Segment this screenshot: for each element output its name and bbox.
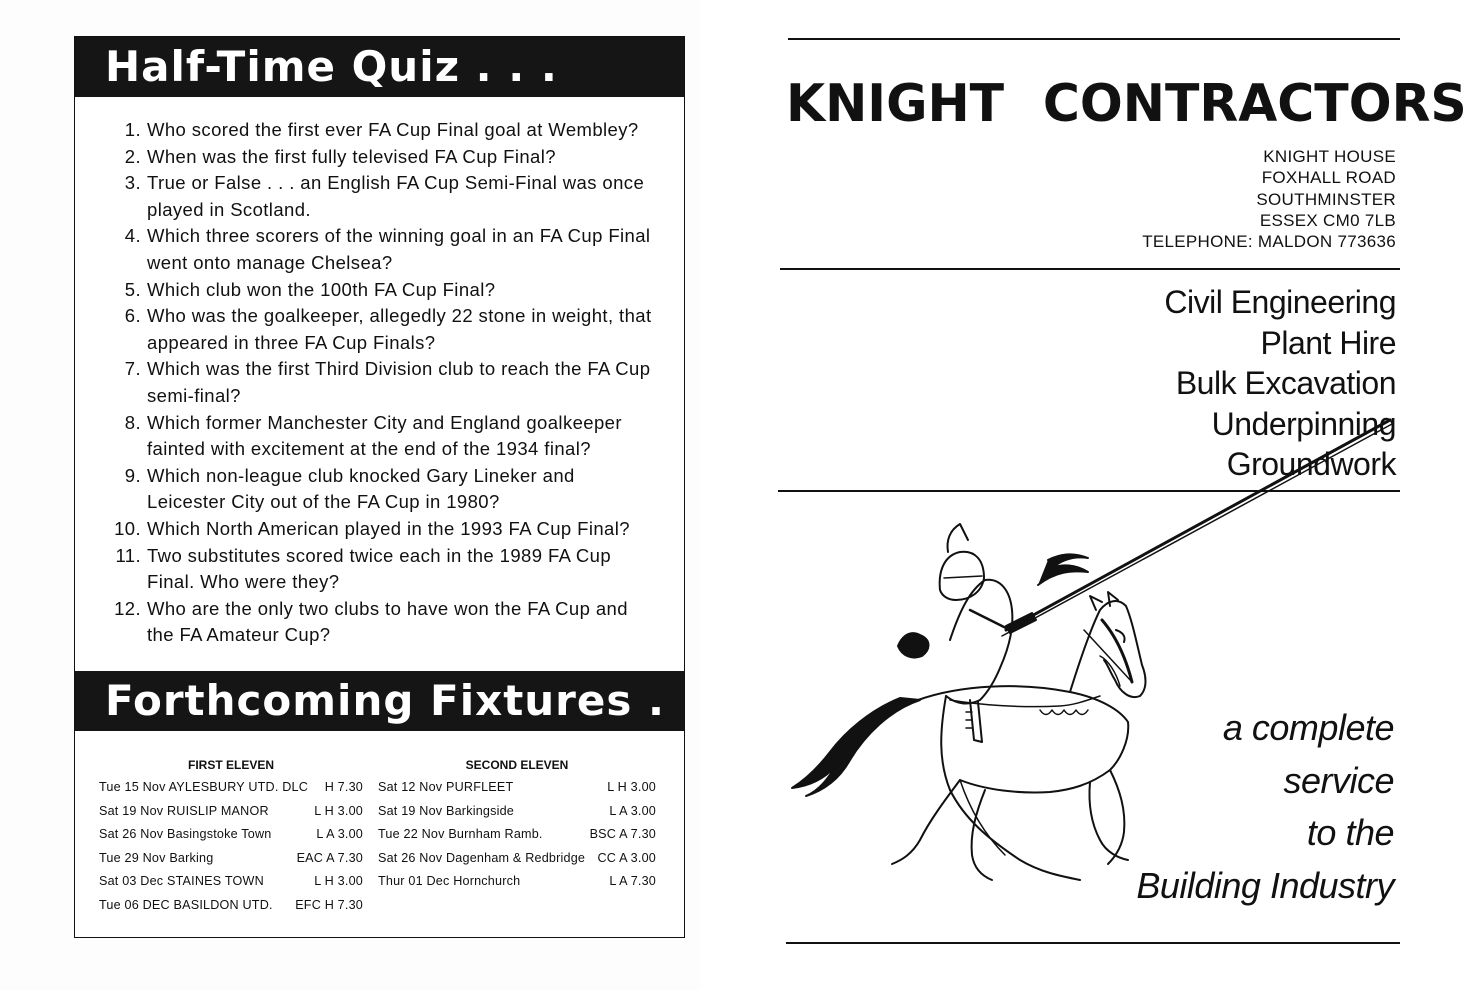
fixture-row	[378, 776, 656, 800]
question-text: Who was the goalkeeper, allegedly 22 stone in weight, that appeared in three FA Cup Finals?	[147, 305, 652, 353]
tagline	[1136, 702, 1394, 912]
fixture-info: L H 3.00	[314, 803, 363, 818]
fixture-row	[378, 847, 656, 871]
question-text: Which former Manchester City and England goalkeeper fainted with excitement at the end of the 1934 final?	[147, 411, 622, 460]
question-number: 8.	[124, 411, 141, 433]
fixture-info: L A 3.00	[609, 803, 656, 818]
fixture-info: BSC A 7.30	[589, 827, 656, 842]
question-text: Which was the first Third Division club to reach the FA Cup semi-final?	[147, 358, 651, 406]
fixture-row	[99, 847, 363, 871]
second-eleven-rows	[378, 776, 656, 894]
question-number: 3.	[124, 172, 141, 194]
quiz-question	[75, 170, 684, 223]
fixture-info: L H 3.00	[607, 780, 656, 794]
quiz-question	[75, 117, 684, 144]
address-line: SOUTHMINSTER	[1256, 189, 1396, 209]
fixture-row	[378, 870, 656, 894]
fixture-match: Sat 19 Nov Barkingside	[378, 803, 515, 818]
question-number: 6.	[124, 305, 141, 327]
first-eleven-heading: FIRST ELEVEN	[187, 758, 274, 772]
fixture-info: L H 3.00	[314, 874, 363, 889]
service-item: Bulk Excavation	[1175, 365, 1396, 401]
fixture-match: Sat 03 Dec STAINES TOWN	[99, 874, 264, 889]
quiz-question	[75, 463, 684, 516]
quiz-question	[75, 516, 684, 543]
question-number: 11.	[115, 544, 141, 566]
tagline-line: service	[1283, 759, 1394, 801]
quiz-question	[75, 356, 684, 409]
telephone-line: TELEPHONE: MALDON 773636	[1142, 232, 1396, 252]
question-number: 9.	[124, 464, 141, 486]
quiz-question	[75, 543, 684, 596]
fixture-match: Thur 01 Dec Hornchurch	[378, 874, 521, 889]
quiz-question	[75, 596, 684, 649]
services-list	[1164, 282, 1396, 485]
question-text: Which club won the 100th FA Cup Final?	[147, 278, 496, 300]
address-rule	[780, 268, 1400, 270]
quiz-panel	[74, 36, 685, 938]
service-item: Underpinning	[1211, 405, 1396, 442]
left-page	[0, 0, 700, 990]
quiz-question	[75, 410, 684, 463]
quiz-question	[75, 303, 684, 356]
quiz-question	[75, 223, 684, 276]
tagline-line: to the	[1306, 812, 1394, 854]
fixture-info: CC A 3.00	[597, 850, 656, 865]
fixture-row	[99, 823, 363, 847]
question-number: 12.	[114, 597, 141, 619]
fixture-info: H 7.30	[324, 780, 363, 794]
bottom-rule	[786, 942, 1400, 944]
company-address	[1142, 146, 1396, 252]
fixture-row	[378, 800, 656, 824]
fixture-info: L A 7.30	[609, 874, 656, 889]
question-text: Two substitutes scored twice each in the 1989 FA Cup Final. Who were they?	[147, 544, 612, 593]
fixture-info: EAC A 7.30	[296, 850, 363, 865]
question-number: 4.	[124, 225, 141, 247]
company-word-knight: KNIGHT	[786, 74, 1005, 134]
fixture-row	[378, 823, 656, 847]
question-text: Who scored the first ever FA Cup Final goal at Wembley?	[147, 119, 639, 140]
fixture-row	[99, 870, 363, 894]
tagline-line: Building Industry	[1136, 864, 1394, 906]
fixtures-title: Forthcoming Fixtures . . .	[75, 671, 684, 731]
fixture-match: Sat 12 Nov PURFLEET	[378, 780, 514, 794]
question-number: 7.	[124, 358, 141, 380]
fixture-row	[99, 800, 363, 824]
second-eleven-heading: SECOND ELEVEN	[465, 758, 569, 772]
company-word-contractors: CONTRACTORS	[1042, 74, 1467, 134]
quiz-question	[75, 144, 684, 171]
second-eleven-column	[378, 755, 656, 894]
fixture-match: Tue 06 DEC BASILDON UTD.	[99, 897, 273, 912]
question-text: True or False . . . an English FA Cup Semi-Final was once played in Scotland.	[147, 172, 645, 220]
fixture-match: Tue 15 Nov AYLESBURY UTD. DLC	[99, 780, 309, 794]
first-eleven-rows	[99, 776, 363, 918]
address-line: ESSEX CM0 7LB	[1259, 210, 1396, 230]
question-number: 2.	[124, 145, 141, 167]
quiz-question	[75, 277, 684, 304]
question-number: 1.	[124, 119, 141, 140]
service-item: Groundwork	[1226, 446, 1396, 482]
fixture-match: Tue 22 Nov Burnham Ramb.	[378, 827, 543, 842]
fixture-info: L A 3.00	[316, 827, 363, 842]
service-item: Civil Engineering	[1164, 284, 1396, 320]
fixture-match: Sat 26 Nov Basingstoke Town	[99, 827, 272, 842]
top-rule	[788, 38, 1400, 40]
fixture-match: Sat 26 Nov Dagenham & Redbridge	[378, 850, 586, 865]
fixture-row	[99, 776, 363, 800]
service-item: Plant Hire	[1260, 324, 1396, 361]
company-name	[786, 74, 1467, 138]
question-text: Which non-league club knocked Gary Lineker and Leicester City out of the FA Cup in 1980?	[147, 464, 575, 513]
tagline-line: a complete	[1222, 707, 1394, 748]
question-number: 5.	[124, 278, 141, 300]
fixture-match: Tue 29 Nov Barking	[99, 850, 214, 865]
fixture-row	[99, 894, 363, 918]
fixture-match: Sat 19 Nov RUISLIP MANOR	[99, 803, 269, 818]
first-eleven-column	[99, 755, 363, 918]
question-text: Which three scorers of the winning goal in an FA Cup Final went onto manage Chelsea?	[147, 225, 651, 273]
question-number: 10.	[114, 517, 141, 539]
question-text: When was the first fully televised FA Cup Final?	[147, 145, 556, 167]
address-line: KNIGHT HOUSE	[1263, 147, 1396, 166]
quiz-title: Half-Time Quiz . . .	[75, 37, 684, 97]
question-text: Who are the only two clubs to have won the FA Cup and the FA Amateur Cup?	[147, 597, 628, 646]
address-line: FOXHALL ROAD	[1261, 168, 1396, 188]
fixture-info: EFC H 7.30	[295, 897, 363, 912]
question-text: Which North American played in the 1993 FA Cup Final?	[147, 517, 630, 539]
quiz-question-list	[75, 117, 684, 649]
